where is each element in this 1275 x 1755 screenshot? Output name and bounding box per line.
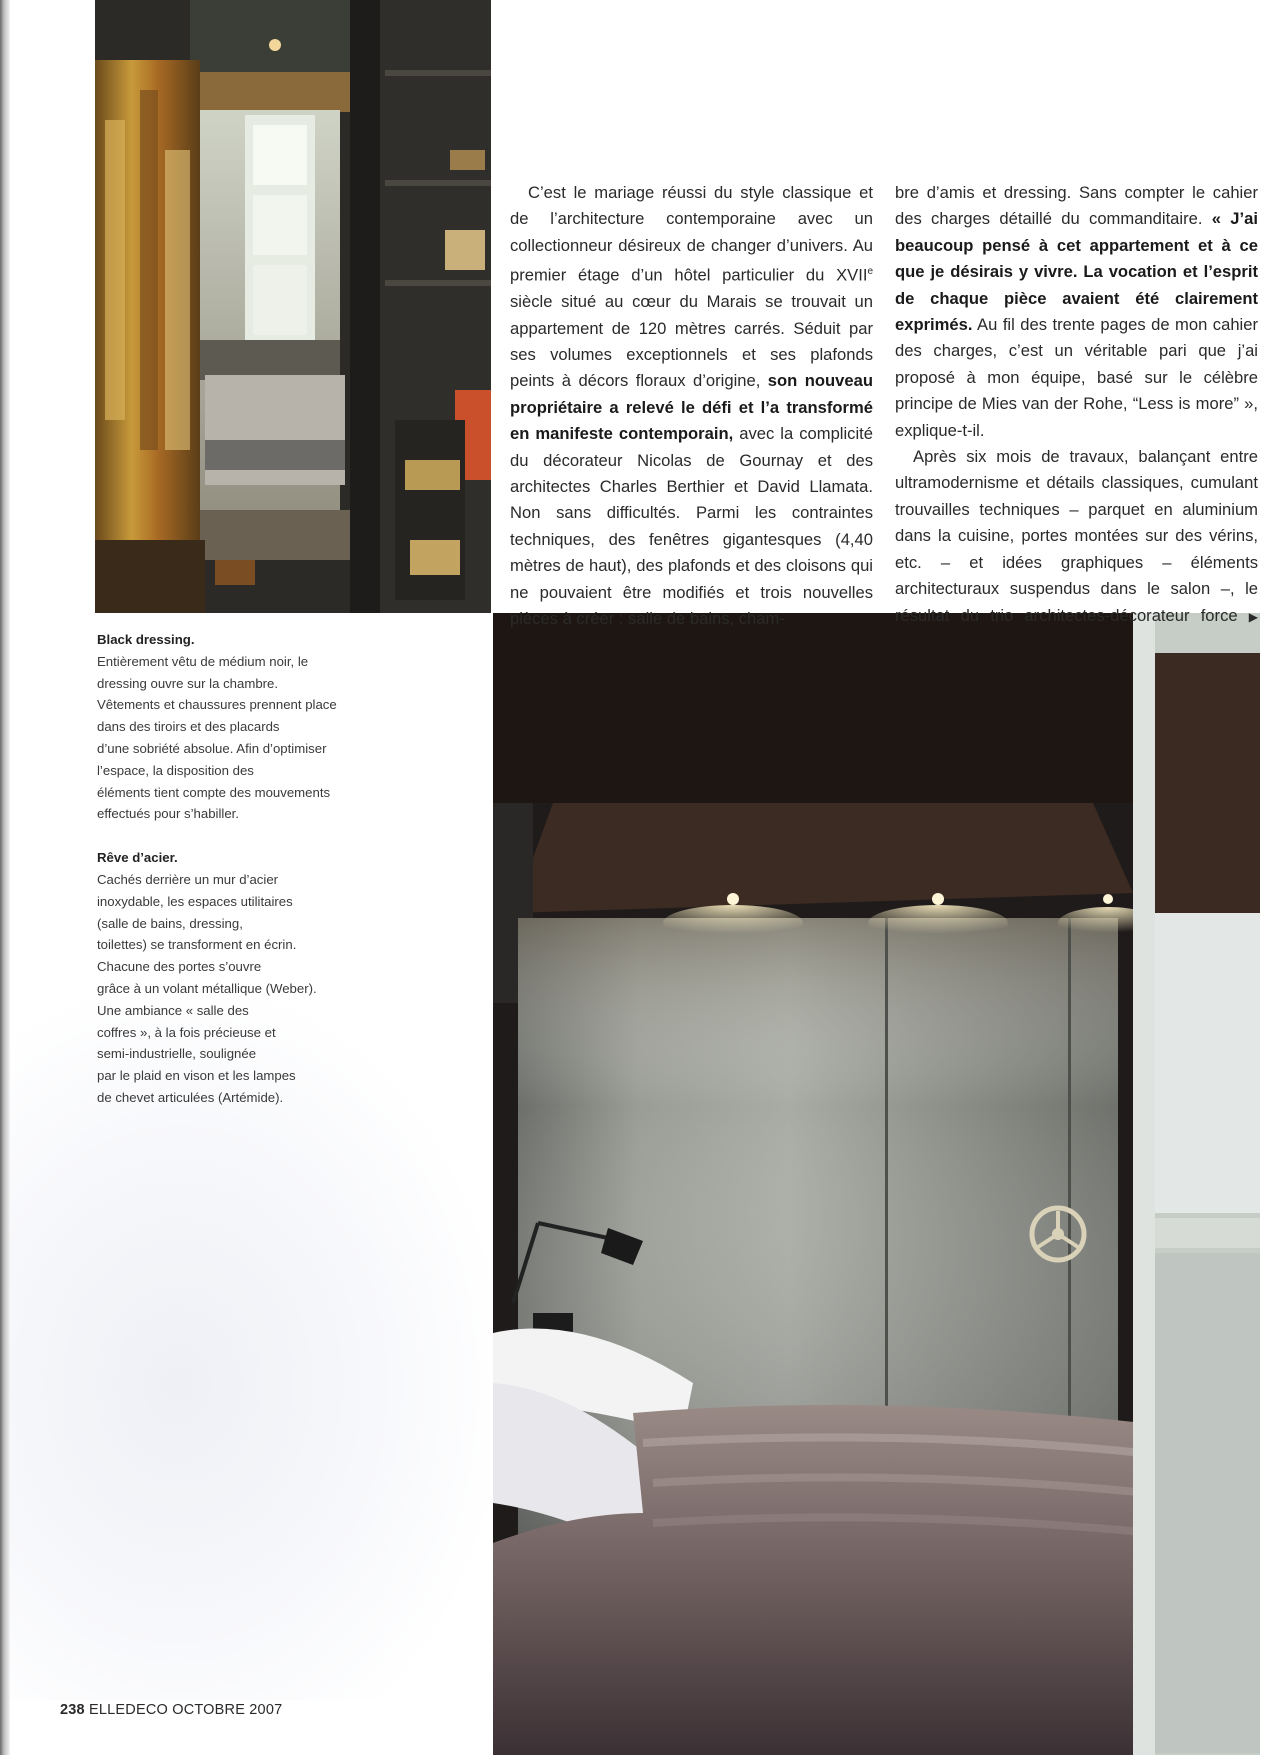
caption-line: toilettes) se transforment en écrin. <box>97 937 297 953</box>
photo-steel-bedroom <box>493 613 1260 1755</box>
photo-captions <box>97 629 362 1131</box>
caption-line: Entièrement vêtu de médium noir, le <box>97 653 309 669</box>
page-number: 238 <box>60 1702 85 1718</box>
caption-black-dressing <box>97 629 362 825</box>
article-text: Après six mois de travaux, balançant entre ultramodernisme et détails classiques, cumulant trouvailles techniques – parquet en aluminium dans la cuisine, portes montées sur des vérins, etc. – et idées graphiques – éléments architecturaux suspendus dans le salon –, le résultat du trio architectes-décorateur force <box>895 447 1258 625</box>
quote-bold-text: « J’ai beaucoup pensé à cet appartement et à ce que je désirais y vivre. La vocation et l’esprit de chaque pièce avaient été clairement exprimés. <box>895 209 1258 335</box>
photo-black-dressing <box>95 0 491 613</box>
caption-line: semi-industrielle, soulignée <box>97 1046 257 1062</box>
caption-line: Une ambiance « salle des <box>97 1002 249 1018</box>
caption-line: l’espace, la disposition des <box>97 762 254 778</box>
caption-line: coffres », à la fois précieuse et <box>97 1024 276 1040</box>
article-column-2 <box>895 180 1258 630</box>
caption-line: Chacune des portes s’ouvre <box>97 959 262 975</box>
caption-title: Rêve d’acier. <box>97 850 178 866</box>
article-text: avec la complicité du décorateur Nicolas de Gournay et des architectes Charles Berthier et David Llamata. Non sans difficultés. Parmi les contraintes techniques, des fenêtres gigantesques (4,40 mètres de haut), des plafonds et des cloisons qui ne pouvaient être modifiés et trois nouvelles pièces à créer : salle de bains, cham- <box>510 424 873 629</box>
dressing-illustration <box>95 0 491 613</box>
caption-line: Vêtements et chaussures prennent place <box>97 697 337 713</box>
page-folio <box>60 1702 282 1718</box>
caption-reve-acier <box>97 847 362 1109</box>
caption-line: effectués pour s’habiller. <box>97 806 239 822</box>
article-text: siècle situé au cœur du Marais se trouvait un appartement de 120 mètres carrés. Séduit par ses volumes exceptionnels et ses plafonds peints à décors floraux d’origine, <box>510 292 873 391</box>
caption-line: dans des tiroirs et des placards <box>97 719 280 735</box>
article-column-1 <box>510 180 873 632</box>
caption-line: inoxydable, les espaces utilitaires <box>97 893 293 909</box>
article-bold-text: son nouveau propriétaire a relevé le défi et l’a transformé en manifeste contemporain, <box>510 371 873 444</box>
caption-line: d’une sobriété absolue. Afin d’optimiser <box>97 740 327 756</box>
caption-line: dressing ouvre sur la chambre. <box>97 675 279 691</box>
page-edge-shadow <box>0 0 10 1755</box>
caption-line: (salle de bains, dressing, <box>97 915 243 931</box>
caption-line: de chevet articulées (Artémide). <box>97 1089 284 1105</box>
article-paragraph-1-cont <box>895 180 1258 444</box>
article-paragraph-1 <box>510 180 873 632</box>
continue-arrow-icon: ▶ <box>1248 609 1258 624</box>
caption-line: éléments tient compte des mouvements <box>97 784 331 800</box>
caption-title: Black dressing. <box>97 632 195 647</box>
caption-line: Cachés derrière un mur d’acier <box>97 871 279 887</box>
article-text: bre d’amis et dressing. Sans compter le cahier des charges détaillé du commanditaire. <box>895 183 1258 229</box>
superscript: e <box>867 266 873 278</box>
caption-line: grâce à un volant métallique (Weber). <box>97 980 317 996</box>
article-text: C’est le mariage réussi du style classique et de l’architecture contemporaine avec un collectionneur désireux de changer d’univers. Au premier étage d’un hôtel particulier du XVII <box>510 183 873 285</box>
caption-line: par le plaid en vison et les lampes <box>97 1068 296 1084</box>
magazine-issue: ELLEDECO OCTOBRE 2007 <box>89 1702 283 1718</box>
bedroom-illustration <box>493 613 1260 1755</box>
article-paragraph-2 <box>895 444 1258 630</box>
article-text: Au fil des trente pages de mon cahier des charges, c’est un véritable pari que j’ai proposé à mon équipe, basé sur le célèbre principe de Mies van der Rohe, “Less is more” », explique-t-il. <box>895 315 1258 440</box>
